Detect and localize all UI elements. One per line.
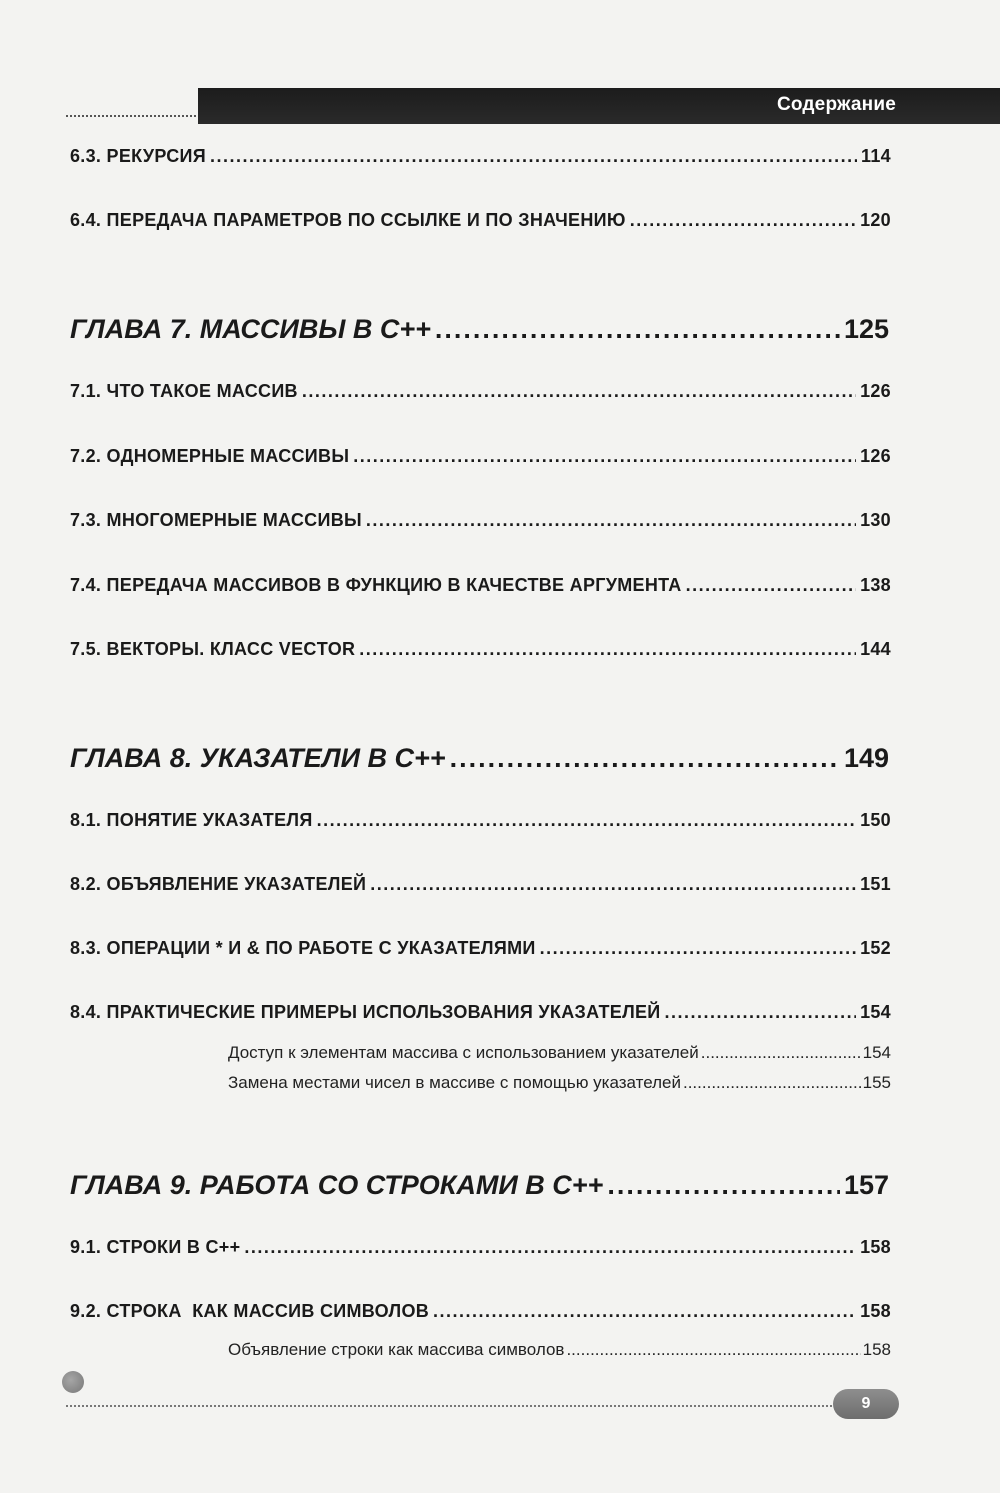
toc-entry-page: 144 <box>860 639 891 659</box>
toc-entry-title: 7.4. ПЕРЕДАЧА МАССИВОВ В ФУНКЦИЮ В КАЧЕСТВЕ АРГУМЕНТА <box>70 575 682 595</box>
toc-subentry-title: Доступ к элементам массива с использованием указателей <box>228 1043 699 1062</box>
dot-leader <box>353 446 856 467</box>
footer-dotted-rule <box>66 1405 832 1407</box>
running-header-title: Содержание <box>776 94 896 115</box>
toc-chapter-page: 125 <box>843 314 889 344</box>
toc-entry-title: 6.4. ПЕРЕДАЧА ПАРАМЕТРОВ ПО ССЫЛКЕ И ПО ЗНАЧЕНИЮ <box>70 210 626 230</box>
toc-entry-page: 114 <box>861 146 891 166</box>
toc-entry-title: 8.1. ПОНЯТИЕ УКАЗАТЕЛЯ <box>70 810 313 830</box>
toc-entry-title: 7.5. ВЕКТОРЫ. КЛАСС VECTOR <box>70 639 356 659</box>
toc-entry-6-4[interactable] <box>70 210 891 231</box>
dot-leader <box>317 810 856 831</box>
toc-entry-8-1[interactable] <box>70 810 891 831</box>
toc-entry-8-4[interactable] <box>70 1002 891 1023</box>
toc-entry-8-3[interactable] <box>70 938 891 959</box>
toc-entry-title: 7.3. МНОГОМЕРНЫЕ МАССИВЫ <box>70 510 362 530</box>
toc-entry-page: 158 <box>860 1237 891 1257</box>
toc-entry-page: 152 <box>860 938 891 958</box>
toc-subentry-page: 158 <box>862 1340 891 1359</box>
dot-leader <box>540 938 856 959</box>
toc-entry-7-1[interactable] <box>70 381 891 402</box>
toc-entry-page: 126 <box>860 446 891 466</box>
toc-entry-7-3[interactable] <box>70 510 891 531</box>
toc-chapter-page: 157 <box>843 1170 889 1200</box>
toc-entry-7-2[interactable] <box>70 446 891 467</box>
toc-chapter-8[interactable] <box>70 743 889 774</box>
toc-entry-8-2[interactable] <box>70 874 891 895</box>
toc-chapter-title: ГЛАВА 7. МАССИВЫ В С++ <box>70 314 431 344</box>
page-number-badge: 9 <box>833 1389 899 1419</box>
toc-entry-9-2[interactable] <box>70 1301 891 1322</box>
dot-leader <box>370 874 856 895</box>
toc-entry-page: 151 <box>860 874 891 894</box>
toc-entry-title: 9.2. СТРОКА КАК МАССИВ СИМВОЛОВ <box>70 1301 430 1321</box>
toc-entry-6-3[interactable] <box>70 146 891 167</box>
toc-entry-title: 9.1. СТРОКИ В С++ <box>70 1237 241 1257</box>
toc-entry-7-5[interactable] <box>70 639 891 660</box>
dot-leader <box>435 314 840 345</box>
header-dotted-rule <box>66 115 196 117</box>
toc-entry-page: 126 <box>860 381 891 401</box>
dot-leader <box>244 1237 856 1258</box>
toc-entry-page: 120 <box>860 210 891 230</box>
toc-entry-title: 8.3. ОПЕРАЦИИ * И & ПО РАБОТЕ С УКАЗАТЕЛЯМИ <box>70 938 536 958</box>
toc-entry-9-1[interactable] <box>70 1237 891 1258</box>
dot-leader <box>701 1043 861 1063</box>
toc-subentry-8-4-b[interactable] <box>228 1073 891 1093</box>
toc-subentry-page: 154 <box>862 1043 891 1062</box>
toc-subentry-title: Объявление строки как массива символов <box>228 1340 565 1359</box>
dot-leader <box>210 146 857 167</box>
toc-entry-title: 7.2. ОДНОМЕРНЫЕ МАССИВЫ <box>70 446 350 466</box>
toc-chapter-title: ГЛАВА 8. УКАЗАТЕЛИ В С++ <box>70 743 446 773</box>
dot-leader <box>607 1170 840 1201</box>
toc-entry-page: 158 <box>860 1301 891 1321</box>
dot-leader <box>359 639 856 660</box>
dot-leader <box>450 743 840 774</box>
toc-chapter-9[interactable] <box>70 1170 889 1201</box>
toc-entry-title: 6.3. РЕКУРСИЯ <box>70 146 206 166</box>
dot-leader <box>433 1301 856 1322</box>
toc-subentry-title: Замена местами чисел в массиве с помощью указателей <box>228 1073 681 1092</box>
dot-leader <box>366 510 856 531</box>
toc-chapter-page: 149 <box>843 743 889 773</box>
dot-leader <box>302 381 856 402</box>
toc-chapter-title: ГЛАВА 9. РАБОТА СО СТРОКАМИ В С++ <box>70 1170 604 1200</box>
toc-entry-7-4[interactable] <box>70 575 891 596</box>
toc-entry-title: 8.2. ОБЪЯВЛЕНИЕ УКАЗАТЕЛЕЙ <box>70 874 367 894</box>
toc-entry-title: 8.4. ПРАКТИЧЕСКИЕ ПРИМЕРЫ ИСПОЛЬЗОВАНИЯ УКАЗАТЕЛЕЙ <box>70 1002 661 1022</box>
toc-entry-page: 154 <box>860 1002 891 1022</box>
decorative-dot-icon <box>62 1371 84 1393</box>
dot-leader <box>686 575 856 596</box>
toc-entry-page: 150 <box>860 810 891 830</box>
toc-entry-page: 130 <box>860 510 891 530</box>
toc-entry-title: 7.1. ЧТО ТАКОЕ МАССИВ <box>70 381 298 401</box>
toc-subentry-9-2-a[interactable] <box>228 1340 891 1360</box>
toc-chapter-7[interactable] <box>70 314 889 345</box>
toc-subentry-8-4-a[interactable] <box>228 1043 891 1063</box>
dot-leader <box>665 1002 857 1023</box>
dot-leader <box>630 210 856 231</box>
dot-leader <box>566 1340 860 1360</box>
dot-leader <box>683 1073 861 1093</box>
toc-subentry-page: 155 <box>862 1073 891 1092</box>
toc-entry-page: 138 <box>860 575 891 595</box>
